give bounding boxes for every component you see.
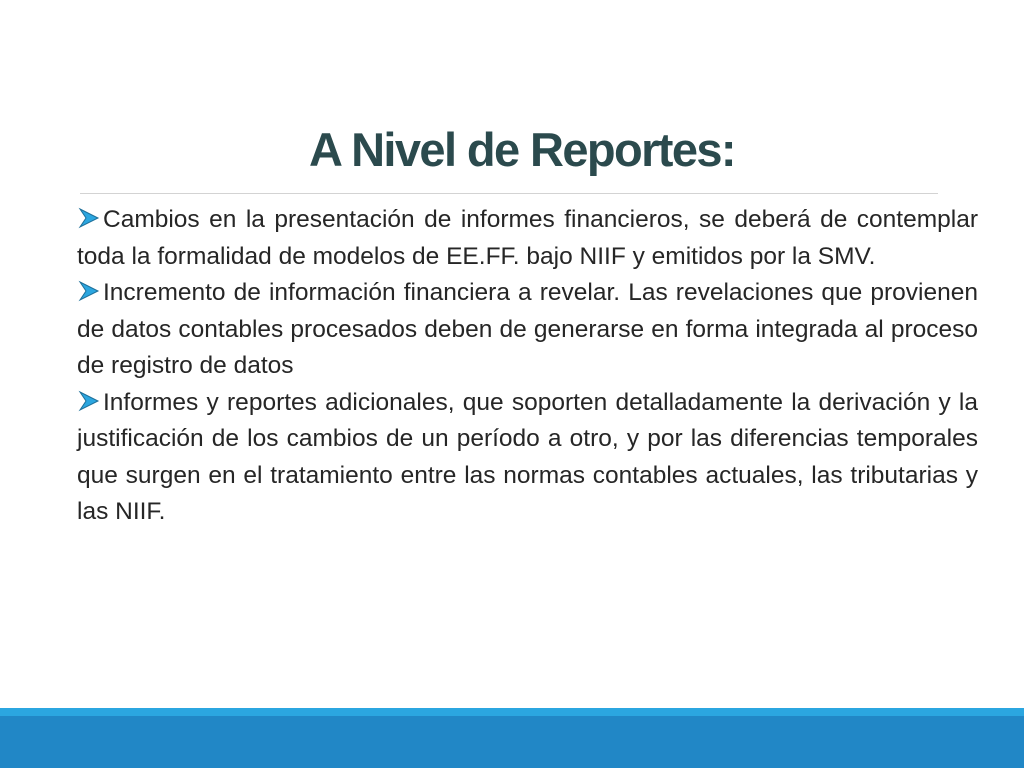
footer-accent-stripe <box>0 708 1024 716</box>
bullet-text: Incremento de información financiera a revelar. Las revelaciones que provienen de datos contables procesados deben de generarse en forma integrada al proceso de registro de datos <box>77 279 978 379</box>
right-arrowhead-bullet-icon <box>77 389 101 413</box>
right-arrowhead-bullet-icon <box>77 206 101 230</box>
bullet-text: Cambios en la presentación de informes financieros, se deberá de contemplar toda la formalidad de modelos de EE.FF. bajo NIIF y emitidos por la SMV. <box>77 206 978 270</box>
bullet-item <box>77 385 978 531</box>
footer-band <box>0 716 1024 768</box>
bullet-text: Informes y reportes adicionales, que soporten detalladamente la derivación y la justificación de los cambios de un período a otro, y por las diferencias temporales que surgen en el tratamiento entre las normas contables actuales, las tributarias y las NIIF. <box>77 388 978 525</box>
right-arrowhead-bullet-icon <box>77 279 101 303</box>
slide-title: A Nivel de Reportes: <box>309 123 735 176</box>
bullet-list <box>77 202 978 531</box>
bullet-item <box>77 275 978 385</box>
bullet-item <box>77 202 978 275</box>
title-divider <box>80 193 938 194</box>
